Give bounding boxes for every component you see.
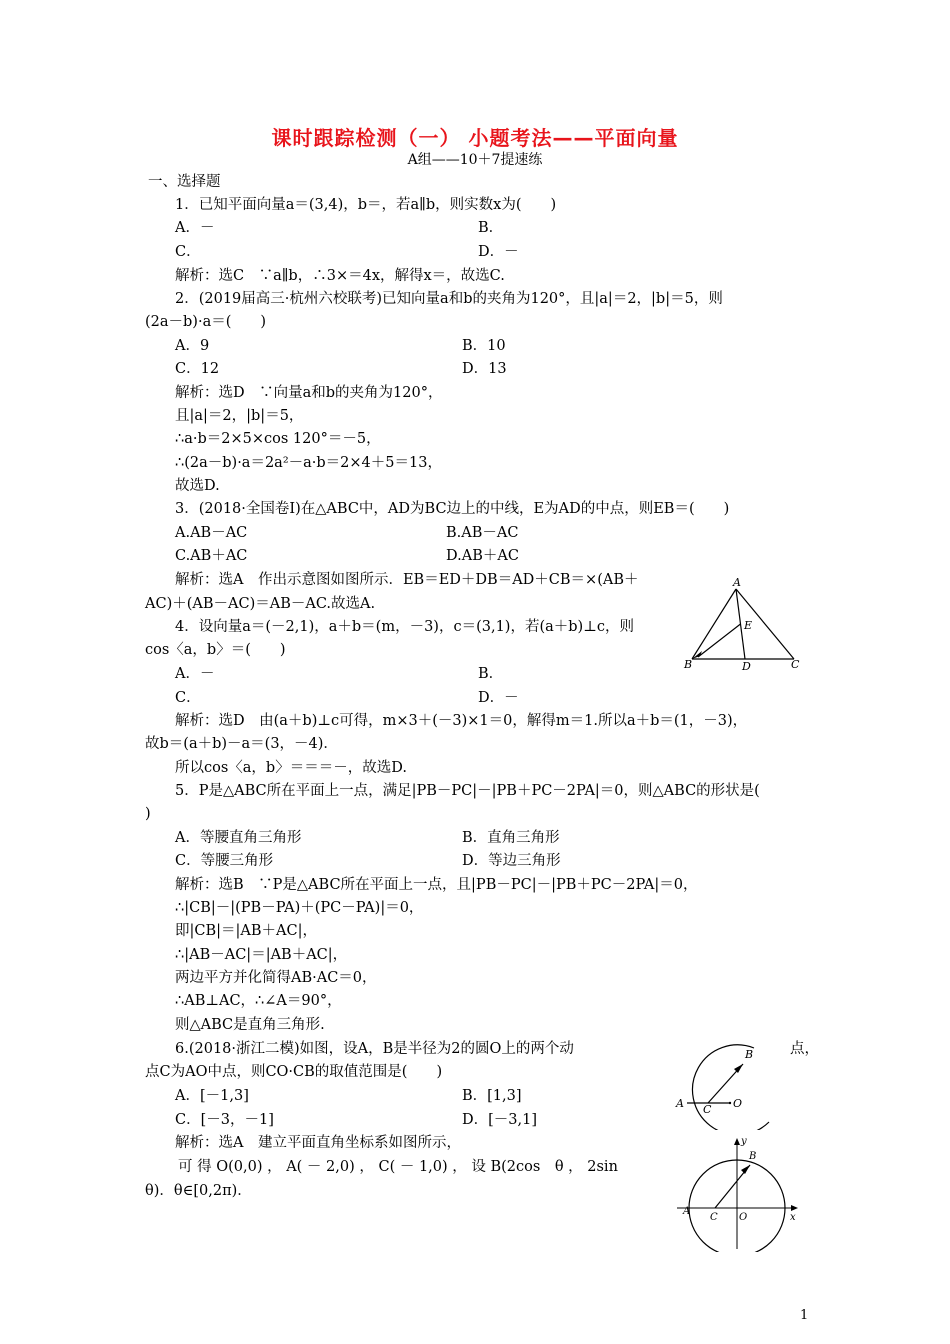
p2-option-c: C．12 — [175, 361, 220, 377]
c2-label-x: x — [790, 1212, 796, 1223]
circle-figure — [672, 1040, 790, 1130]
p5-option-d: D．等边三角形 — [462, 853, 561, 869]
p1-option-c: C． — [175, 244, 201, 260]
c1-label-b: B — [745, 1048, 754, 1061]
problem-2-cont: (2a－b)·a＝( ) — [145, 314, 267, 330]
c2-label-y: y — [741, 1136, 747, 1147]
p5-option-c: C．等腰三角形 — [175, 853, 274, 869]
p1-option-b: B． — [478, 220, 504, 236]
page-number: 1 — [800, 1308, 809, 1323]
p3-solution-1: 解析：选A 作出示意图如图所示．EB＝ED＋DB＝AD＋CB＝×(AB＋ — [175, 572, 639, 588]
problem-3: 3．(2018·全国卷Ⅰ)在△ABC中，AD为BC边上的中线，E为AD的中点，则EB＝( ) — [175, 501, 730, 517]
p1-option-a: A．－ — [175, 220, 215, 236]
p5-solution-6: ∴AB⊥AC，∴∠A＝90°， — [175, 993, 342, 1009]
p5-option-b: B．直角三角形 — [462, 830, 560, 846]
p4-option-d: D．－ — [478, 690, 519, 706]
p3-option-a: A.AB－AC — [175, 525, 248, 541]
problem-1: 1．已知平面向量a＝(3,4)，b＝，若a∥b，则实数x为( ) — [175, 197, 557, 213]
c1-label-c: C — [703, 1103, 712, 1116]
p6-solution-2: 可 得 O(0,0) ， A( － 2,0) ， C( － 1,0) ， 设 B(2cos θ ， 2sin — [178, 1159, 618, 1175]
p6-option-c: C．[－3，－1] — [175, 1112, 274, 1128]
c2-label-o: O — [739, 1212, 748, 1223]
y-axis-arrow — [734, 1138, 740, 1145]
label-b: B — [684, 658, 693, 671]
label-c: C — [791, 658, 800, 671]
p5-solution-2: ∴|CB|－|(PB－PA)＋(PC－PA)|＝0， — [175, 900, 424, 916]
p3-option-d: D.AB＋AC — [446, 548, 519, 564]
circle-arc — [692, 1045, 769, 1130]
x-axis-arrow — [791, 1205, 798, 1211]
p5-solution-5: 两边平方并化简得AB·AC＝0， — [175, 970, 377, 986]
page-subtitle: A组——10＋7提速练 — [407, 152, 543, 168]
problem-6: 6.(2018·浙江二模)如图，设A，B是半径为2的圆O上的两个动 — [175, 1041, 574, 1057]
p2-solution-3: ∴a·b＝2×5×cos 120°＝－5， — [175, 431, 381, 447]
segment-ab — [692, 589, 736, 659]
problem-5-cont: ) — [145, 806, 151, 822]
p4-solution-2: 故b＝(a＋b)－a＝(3，－4)． — [145, 736, 338, 752]
p6-solution-3: θ)．θ∈[0,2π)． — [145, 1183, 252, 1199]
p5-option-a: A．等腰直角三角形 — [175, 830, 302, 846]
p4-option-a: A．－ — [175, 666, 215, 682]
arrowhead-cb — [741, 1165, 750, 1174]
page-title: 课时跟踪检测（一） 小题考法——平面向量 — [271, 126, 679, 150]
c2-label-b: B — [749, 1151, 757, 1162]
p1-solution: 解析：选C ∵a∥b，∴3×＝4x，解得x＝，故选C. — [175, 268, 505, 284]
p5-solution-4: ∴|AB－AC|＝|AB＋AC|， — [175, 947, 348, 963]
problem-5: 5．P是△ABC所在平面上一点，满足|PB－PC|－|PB＋PC－2PA|＝0，则△ABC的形状是( — [175, 783, 760, 799]
p5-solution-7: 则△ABC是直角三角形. — [175, 1017, 325, 1033]
c2-label-c: C — [710, 1212, 718, 1223]
p4-option-b: B． — [478, 666, 504, 682]
p1-option-d: D．－ — [478, 244, 519, 260]
p2-solution-4: ∴(2a－b)·a＝2a²－a·b＝2×4＋5＝13， — [175, 455, 442, 471]
p6-option-a: A．[－1,3] — [175, 1088, 249, 1104]
p2-option-d: D．13 — [462, 361, 507, 377]
label-a: A — [733, 577, 741, 589]
triangle-figure — [680, 577, 810, 672]
c1-label-a: A — [676, 1097, 684, 1110]
p3-option-c: C.AB＋AC — [175, 548, 248, 564]
label-e: E — [744, 619, 753, 632]
p4-option-c: C． — [175, 690, 201, 706]
center-dot — [729, 1102, 731, 1104]
p6-option-d: D．[－3,1] — [462, 1112, 537, 1128]
c1-label-o: O — [733, 1097, 743, 1110]
vector-eb — [698, 624, 741, 657]
p2-option-a: A．9 — [175, 338, 210, 354]
p2-solution-5: 故选D. — [175, 478, 220, 494]
section-heading: 一、选择题 — [148, 174, 221, 190]
problem-6-cont: 点C为AO中点，则CO·CB的取值范围是( ) — [145, 1064, 443, 1080]
coordinate-circle-figure — [672, 1134, 807, 1252]
problem-4: 4．设向量a＝(－2,1)，a＋b＝(m，－3)，c＝(3,1)，若(a＋b)⊥c，则 — [175, 619, 634, 635]
p3-option-b: B.AB－AC — [446, 525, 519, 541]
p5-solution-1: 解析：选B ∵P是△ABC所在平面上一点，且|PB－PC|－|PB＋PC－2PA|＝0， — [175, 877, 698, 893]
p3-solution-2: AC)＋(AB－AC)＝AB－AC.故选A. — [145, 596, 376, 612]
c2-label-a: A — [683, 1206, 691, 1217]
p4-solution-3: 所以cos〈a，b〉＝＝＝－，故选D. — [175, 760, 407, 776]
label-d: D — [742, 660, 751, 672]
problem-6-tail: 点， — [790, 1041, 819, 1057]
p6-solution-1: 解析：选A 建立平面直角坐标系如图所示， — [175, 1135, 461, 1151]
p2-solution-2: 且|a|＝2，|b|＝5， — [175, 408, 304, 424]
p2-solution-1: 解析：选D ∵向量a和b的夹角为120°， — [175, 385, 443, 401]
problem-2: 2．(2019届高三·杭州六校联考)已知向量a和b的夹角为120°，且|a|＝2，|b|＝5，则 — [175, 291, 723, 307]
p2-option-b: B．10 — [462, 338, 506, 354]
p5-solution-3: 即|CB|＝|AB＋AC|， — [175, 923, 317, 939]
p4-solution-1: 解析：选D 由(a＋b)⊥c可得，m×3＋(－3)×1＝0，解得m＝1.所以a＋b＝(1，－3)， — [175, 713, 748, 729]
p6-option-b: B．[1,3] — [462, 1088, 522, 1104]
problem-4-cont: cos〈a，b〉＝( ) — [145, 642, 286, 658]
